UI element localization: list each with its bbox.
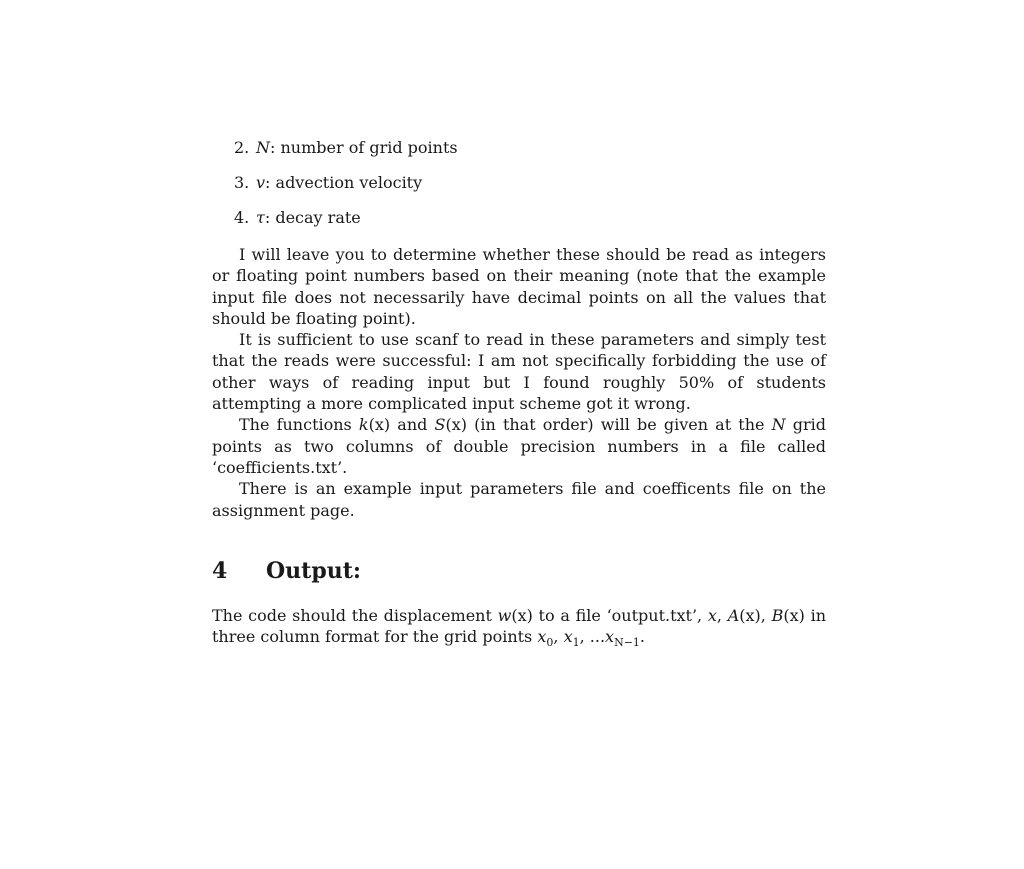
math-symbol: x xyxy=(605,627,615,647)
math-symbol: x xyxy=(707,605,717,625)
body-text xyxy=(212,244,826,521)
list-item-text: : number of grid points xyxy=(270,138,458,157)
math-symbol: N xyxy=(771,415,786,435)
text-run: , xyxy=(553,627,564,647)
document-page xyxy=(212,138,826,663)
text-run: . xyxy=(639,627,645,647)
paragraph-output xyxy=(212,605,826,648)
math-arg: (x) xyxy=(739,605,761,625)
section-number: 4 xyxy=(212,557,228,584)
math-symbol: N xyxy=(256,138,270,157)
section-title: Output: xyxy=(266,557,361,584)
text-run: , xyxy=(760,605,772,625)
math-subscript: N−1 xyxy=(614,636,640,650)
paragraph-scanf: It is sufficient to use scanf to read in these parameters and simply test that the reads were successful: I am not specifically forbidding the use of other ways of reading input but I found roughly 50% of students attempting a more complicated input scheme got it wrong. xyxy=(212,330,826,414)
math-subscript: 0 xyxy=(546,636,554,650)
parameter-list xyxy=(234,138,826,228)
math-symbol: S xyxy=(434,415,446,435)
list-item-text: : decay rate xyxy=(264,208,361,227)
math-symbol: v xyxy=(256,173,266,192)
section-heading xyxy=(212,557,826,585)
list-item xyxy=(234,138,826,158)
list-item-number: 3. xyxy=(234,173,250,192)
math-arg: (x) xyxy=(511,605,533,625)
paragraph-functions xyxy=(212,414,826,478)
paragraph-type-determination: I will leave you to determine whether these should be read as integers or floating point numbers based on their meaning (note that the example input file does not necessarily have decimal points on all the values that should be floating point). xyxy=(212,245,826,328)
math-symbol: τ xyxy=(256,208,265,227)
text-run: and xyxy=(390,415,435,435)
text-run: (in that order) will be given at the xyxy=(467,415,772,435)
list-item-number: 4. xyxy=(234,208,250,227)
math-arg: (x) xyxy=(368,415,391,435)
math-symbol: w xyxy=(497,605,512,625)
math-arg: (x) xyxy=(445,415,467,435)
text-run: in three column format for the grid points xyxy=(212,605,827,647)
list-item-number: 2. xyxy=(234,138,250,157)
list-item xyxy=(234,173,826,193)
math-symbol: A xyxy=(727,605,740,625)
text-run: , ... xyxy=(579,627,606,647)
text-run: The functions xyxy=(239,415,359,435)
math-symbol: B xyxy=(771,605,784,625)
math-subscript: 1 xyxy=(572,636,580,650)
paragraph-example-files: There is an example input parameters file and coefficents file on the assignment page. xyxy=(212,479,826,520)
math-symbol: x xyxy=(563,627,573,647)
text-run: The code should the displacement xyxy=(212,605,498,625)
math-symbol: x xyxy=(537,627,547,647)
text-run: grid points as two columns of double precision numbers in a file called ‘coefficients.txt’. xyxy=(212,415,826,477)
text-run: to a file ‘output.txt’, xyxy=(532,605,708,625)
math-arg: (x) xyxy=(783,605,805,625)
text-run: , xyxy=(716,605,728,625)
list-item-text: : advection velocity xyxy=(265,173,423,192)
math-symbol: k xyxy=(358,415,369,435)
list-item xyxy=(234,208,826,228)
